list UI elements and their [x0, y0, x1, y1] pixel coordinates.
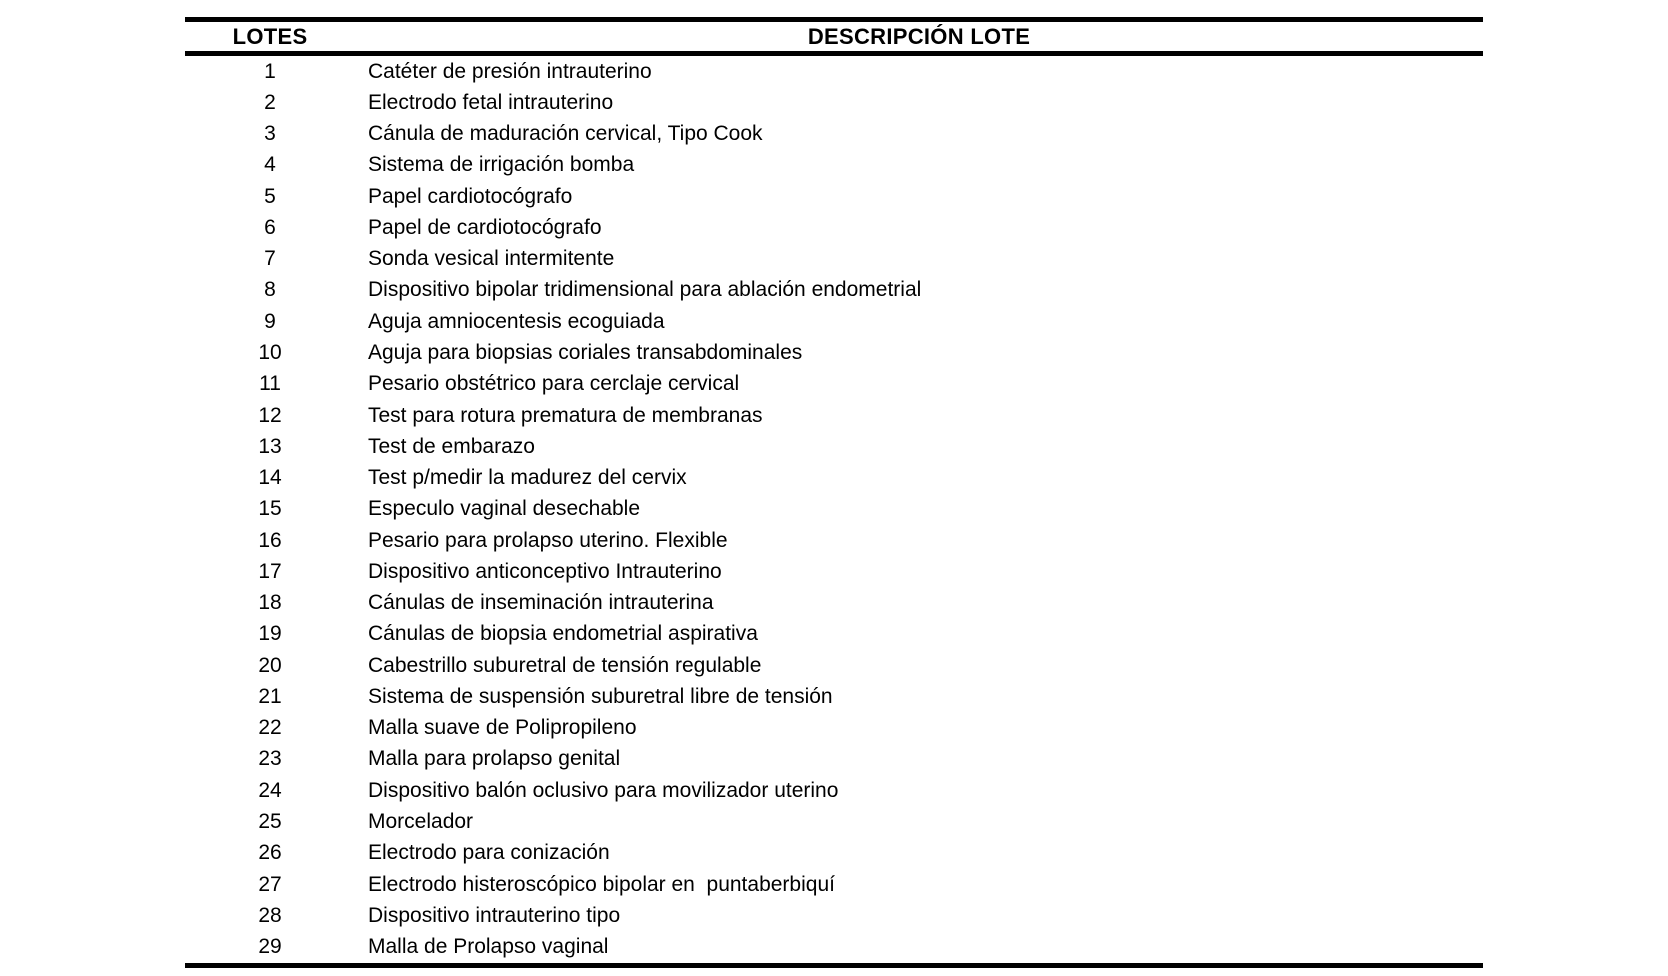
lot-description: Papel cardiotocógrafo [368, 184, 573, 208]
lot-description: Morcelador [368, 810, 474, 833]
lots-table [185, 17, 1483, 968]
lot-number: 16 [258, 528, 282, 552]
lot-number: 23 [258, 747, 282, 771]
lot-number: 5 [264, 184, 276, 208]
table-row [185, 931, 1483, 962]
lot-number: 21 [258, 684, 282, 708]
table-bottom-rule [185, 963, 1483, 968]
lot-number: 12 [258, 403, 282, 427]
lot-number: 11 [259, 372, 281, 396]
lot-description: Test de embarazo [368, 434, 535, 458]
table-row [185, 619, 1483, 650]
lot-description: Pesario para prolapso uterino. Flexible [368, 528, 728, 552]
table-header-row [185, 22, 1483, 51]
lot-number: 1 [264, 59, 276, 83]
lot-description: Aguja amniocentesis ecoguiada [368, 309, 665, 333]
table-row [185, 713, 1483, 744]
lot-description: Electrodo para conización [368, 841, 610, 865]
lot-description: Cánula de maduración cervical, Tipo Cook [368, 122, 763, 146]
lot-number: 4 [264, 153, 276, 177]
table-row [185, 181, 1483, 212]
lot-description: Pesario obstétrico para cerclaje cervical [368, 372, 740, 396]
table-row [185, 275, 1483, 306]
lot-description: Malla suave de Polipropileno [368, 716, 637, 740]
column-header-lotes: LOTES [232, 23, 308, 49]
table-row [185, 806, 1483, 837]
lot-description: Cánulas de inseminación intrauterina [368, 591, 714, 615]
table-row [185, 681, 1483, 712]
lot-number: 20 [258, 653, 282, 677]
lot-number: 29 [258, 935, 282, 959]
table-row [185, 838, 1483, 869]
table-row [185, 869, 1483, 900]
lot-number: 6 [264, 215, 276, 239]
table-row [185, 431, 1483, 462]
lot-description: Dispositivo balón oclusivo para movilizador uterino [368, 778, 839, 802]
lot-description: Malla de Prolapso vaginal [368, 935, 609, 959]
lot-number: 3 [264, 122, 276, 146]
lot-description: Sistema de irrigación bomba [368, 153, 635, 177]
lot-number: 17 [258, 559, 282, 583]
lot-description: Cabestrillo suburetral de tensión regulable [368, 653, 762, 677]
lot-number: 8 [264, 278, 276, 302]
table-row [185, 244, 1483, 275]
lot-description: Dispositivo anticonceptivo Intrauterino [368, 559, 722, 583]
lot-description: Dispositivo intrauterino tipo [368, 903, 621, 927]
table-row [185, 306, 1483, 337]
table-row [185, 119, 1483, 150]
table-row [185, 87, 1483, 118]
table-row [185, 588, 1483, 619]
lot-number: 9 [264, 309, 276, 333]
table-row [185, 900, 1483, 931]
lot-number: 19 [258, 622, 282, 646]
lot-number: 28 [258, 903, 282, 927]
lot-description: Malla para prolapso genital [368, 747, 621, 771]
lot-number: 26 [258, 841, 282, 865]
table-row [185, 744, 1483, 775]
table-row [185, 150, 1483, 181]
lot-description: Electrodo histeroscópico bipolar en puntaberbiquí [368, 872, 835, 896]
lot-number: 25 [258, 810, 282, 833]
lot-number: 2 [264, 90, 276, 114]
column-header-descripcion-lote: DESCRIPCIÓN LOTE [807, 23, 1031, 49]
table-row [185, 400, 1483, 431]
table-row [185, 775, 1483, 806]
lot-description: Test p/medir la madurez del cervix [368, 466, 687, 490]
lot-number: 18 [258, 591, 282, 615]
lot-description: Papel de cardiotocógrafo [368, 215, 602, 239]
lot-number: 13 [258, 434, 282, 458]
lot-description: Especulo vaginal desechable [368, 497, 641, 521]
lot-description: Test para rotura prematura de membranas [368, 403, 763, 427]
lot-number: 27 [258, 872, 282, 896]
lot-description: Cánulas de biopsia endometrial aspirativa [368, 622, 758, 646]
lot-number: 10 [258, 341, 282, 365]
lot-number: 14 [258, 466, 282, 490]
lot-description: Sistema de suspensión suburetral libre de tensión [368, 684, 833, 708]
lot-number: 15 [258, 497, 282, 521]
table-row [185, 212, 1483, 243]
lot-description: Sonda vesical intermitente [368, 247, 615, 271]
table-row [185, 462, 1483, 493]
lot-description: Electrodo fetal intrauterino [368, 90, 614, 114]
lot-description: Catéter de presión intrauterino [368, 59, 652, 83]
lot-description: Dispositivo bipolar tridimensional para ablación endometrial [368, 278, 922, 302]
lot-description: Aguja para biopsias coriales transabdominales [368, 341, 803, 365]
lot-number: 22 [258, 716, 282, 740]
lot-number: 7 [264, 247, 276, 271]
table-row [185, 56, 1483, 87]
table-row [185, 337, 1483, 368]
lot-number: 24 [258, 778, 282, 802]
table-row [185, 494, 1483, 525]
table-row [185, 525, 1483, 556]
table-body [185, 56, 1483, 963]
table-row [185, 650, 1483, 681]
table-row [185, 369, 1483, 400]
table-row [185, 556, 1483, 587]
